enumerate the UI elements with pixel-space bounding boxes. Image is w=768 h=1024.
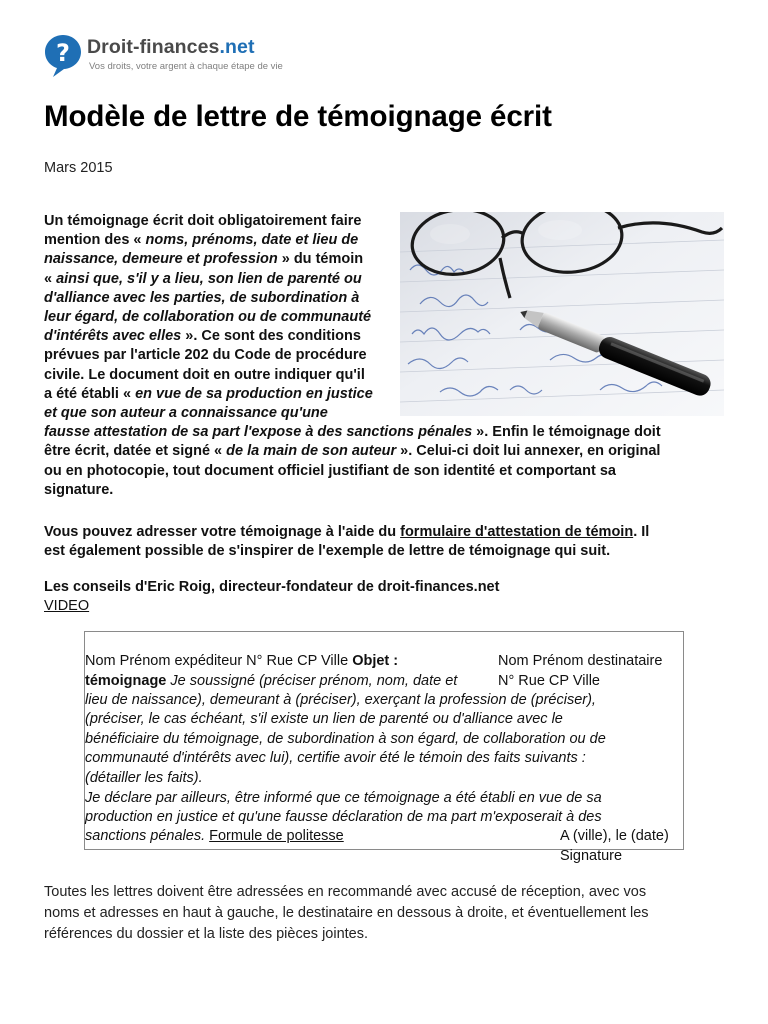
video-link[interactable]: VIDEO (44, 598, 90, 614)
letter-closing-line: sanctions pénales. Formule de politesse (85, 828, 344, 844)
letter-body-line: production en justice et qu'une fausse déclaration de ma part m'exposerait à des (85, 809, 602, 825)
letter-body-line: Je déclare par ailleurs, être informé que ce témoignage a été établi en vue de sa (85, 790, 602, 806)
politeness-formula-link[interactable]: Formule de politesse (209, 828, 344, 844)
place-and-date: A (ville), le (date) (560, 828, 669, 844)
subject-line: témoignage Je soussigné (préciser prénom, nom, date et (85, 673, 458, 689)
recipient-address: N° Rue CP Ville (498, 673, 600, 689)
publication-date: Mars 2015 (44, 160, 113, 176)
letter-body-line: (préciser, le cas échéant, s'il existe un lien de parenté ou d'alliance avec le (85, 711, 563, 727)
site-logo[interactable] (44, 34, 344, 78)
letter-template-box (84, 631, 684, 864)
svg-text:?: ? (56, 39, 70, 67)
letter-body-line: bénéficiaire du témoignage, de subordination à son égard, de collaboration ou de (85, 731, 606, 747)
question-bubble-icon (44, 34, 82, 78)
logo-name: Droit-finances.net (87, 36, 255, 58)
sender-address: Nom Prénom expéditeur N° Rue CP Ville Objet : (85, 653, 399, 669)
page-title: Modèle de lettre de témoignage écrit (44, 100, 552, 133)
advice-heading: Les conseils d'Eric Roig, directeur-fondateur de droit-finances.net (44, 579, 500, 595)
signature-label: Signature (560, 848, 623, 864)
logo-tagline: Vos droits, votre argent à chaque étape de vie (89, 61, 283, 72)
attestation-form-link[interactable]: formulaire d'attestation de témoin (400, 524, 634, 540)
intro-paragraph: Un témoignage écrit doit obligatoirement faire mention des « noms, prénoms, date et lieu de naissance, demeure et profession » du témoin « ainsi que, s'il y a lieu, son lien de parenté ou d'alliance avec les parties, de subordination à leur égard, de collaboration ou de communauté d'intérêts avec elles ». Ce sont des conditions prévues par l'article 202 du Code de procédure civile. Le document doit en outre indiquer qu'il a été établi « en vue de sa production en justice et que son auteur a connaissance qu'une fausse attestation de sa part l'expose à des sanctions pénales ». Enfin le témoignage doit être écrit, datée et signé « de la main de son auteur ». Celui-ci doit lui annexer, en original ou en photocopie, tout document officiel justifiant de son identité et comportant sa signature. (44, 213, 661, 498)
closing-paragraph: Toutes les lettres doivent être adressées en recommandé avec accusé de réception, avec vos noms et adresses en haut à gauche, le destinataire en dessous à droite, et éventuellement les références du dossier et la liste des pièces jointes. (44, 884, 649, 942)
recipient-name: Nom Prénom destinataire (498, 653, 663, 669)
letter-body-line: (détailler les faits). (85, 770, 203, 786)
letter-body-line: lieu de naissance), demeurant à (préciser), exerçant la profession de (préciser), (85, 692, 596, 708)
letter-body-line: communauté d'intérêts avec lui), certifie avoir été le témoin des faits suivants : (85, 750, 586, 766)
form-paragraph: Vous pouvez adresser votre témoignage à l'aide du formulaire d'attestation de témoin. Il est également possible de s'inspirer de l'exemple de lettre de témoignage qui suit. (44, 524, 650, 560)
